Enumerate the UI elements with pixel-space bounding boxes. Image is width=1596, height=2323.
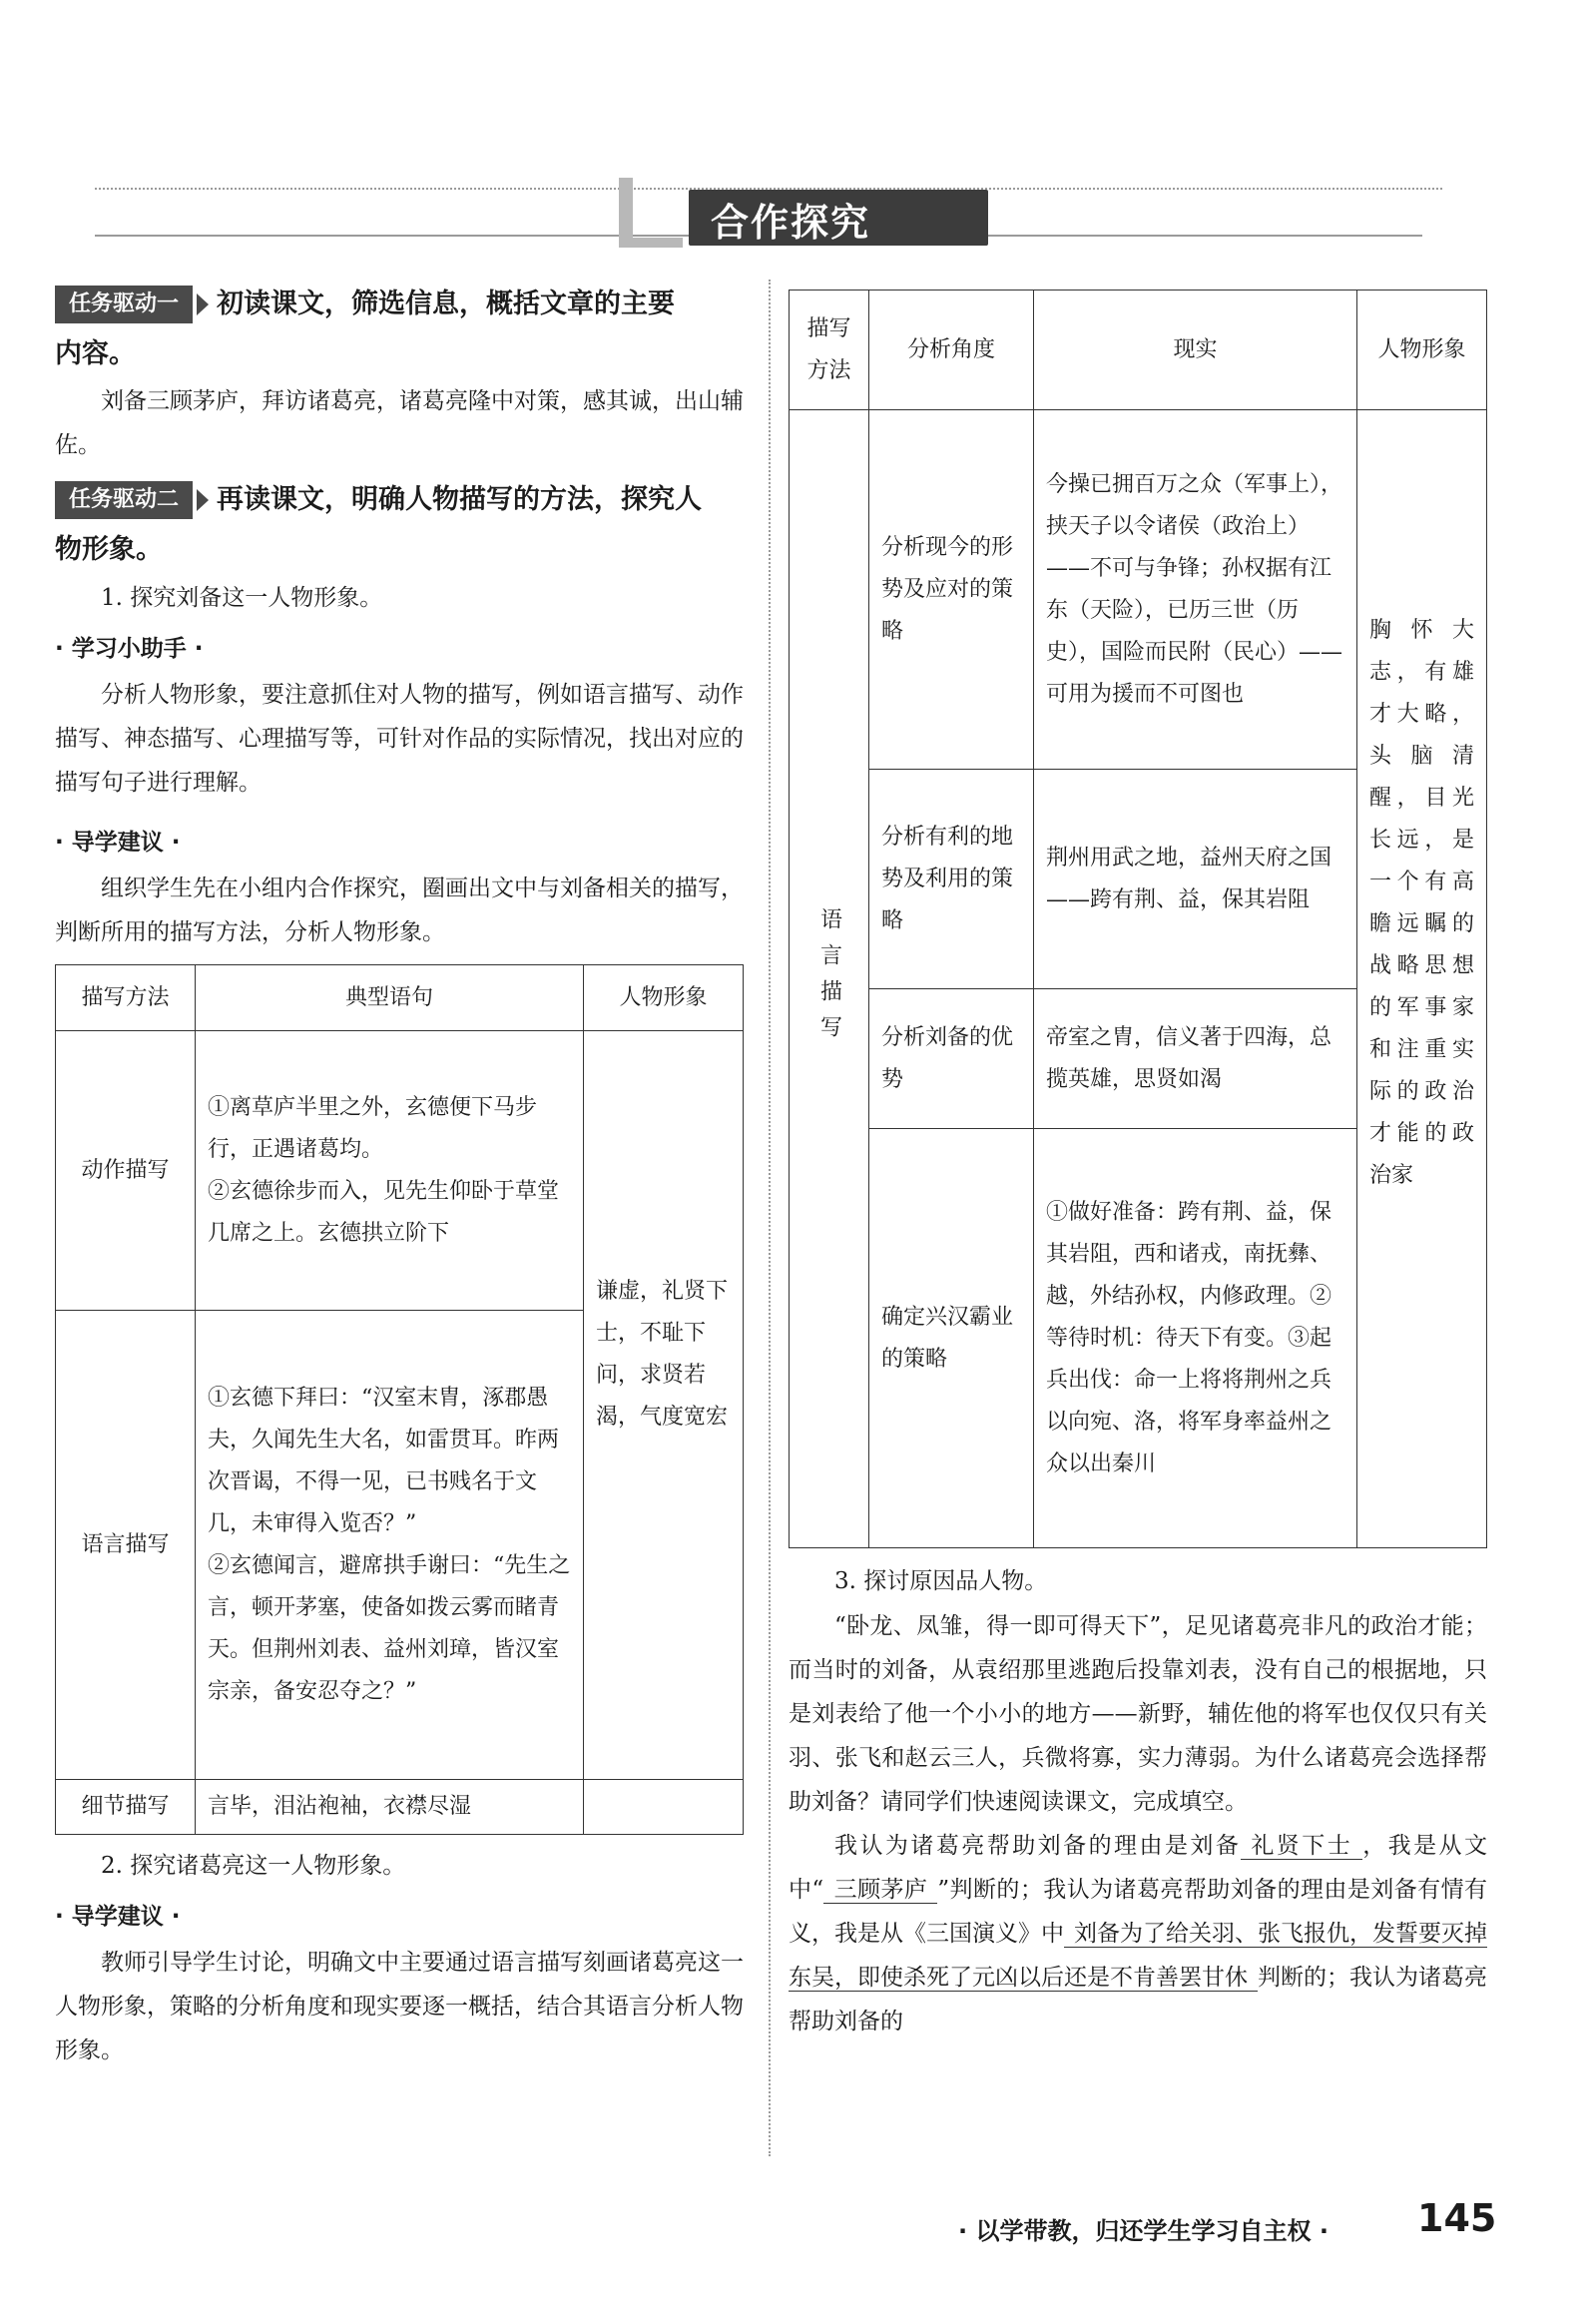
q2-guide-text: 教师引导学生讨论，明确文中主要通过语言描写刻画诸葛亮这一人物形象，策略的分析角度和现实要逐一概括，结合其语言分析人物形象。 — [55, 1950, 744, 2063]
fill-text: ，我是从文中“ — [789, 1833, 1488, 1903]
helper-heading: · 学习小助手 · — [55, 636, 204, 662]
table2-header-angle: 分析角度 — [869, 290, 1034, 410]
fill-blank: 刘备为了给关羽、张飞报仇，发誓要灭掉东吴，即使杀死了元凶以后还是不肯善罢甘休 — [789, 1921, 1487, 1991]
page-number: 145 — [1417, 2196, 1497, 2240]
table2-reality: 荆州用武之地，益州天府之国——跨有荆、益，保其岩阻 — [1034, 770, 1357, 989]
fill-blank: 三顾茅庐 — [823, 1877, 937, 1904]
table2-header-reality: 现实 — [1034, 290, 1357, 410]
table2-angle: 确定兴汉霸业的策略 — [869, 1129, 1034, 1548]
task1-title: 初读课文，筛选信息，概括文章的主要 — [217, 289, 676, 319]
q3-paragraph: “卧龙、凤雏，得一即可得天下”，足见诸葛亮非凡的政治才能；而当时的刘备，从袁绍那里逃跑后投靠刘表，没有自己的根据地，只是刘表给了他一个小小的地方——新野，辅佐他的将军也仅仅只有关羽、张飞和赵云三人，兵微将寡，实力薄弱。为什么诸葛亮会选择帮助刘备？请同学们快速阅读课文，完成填空。 — [789, 1613, 1487, 1815]
table1-image: 谦虚，礼贤下士，不耻下问，求贤若渴，气度宽宏 — [584, 1031, 744, 1780]
q2-guide-heading: · 导学建议 · — [55, 1904, 181, 1930]
fill-text: 判断的；我认为诸葛亮帮助刘备的 — [789, 1965, 1487, 2034]
task1-title-cont: 内容。 — [55, 338, 136, 369]
task2-title: 再读课文，明确人物描写的方法，探究人 — [217, 484, 703, 515]
question-1: 1. 探究刘备这一人物形象。 — [101, 585, 383, 611]
table2-angle: 分析有利的地势及利用的策略 — [869, 770, 1034, 989]
column-divider — [769, 280, 771, 2156]
helper-text: 分析人物形象，要注意抓住对人物的描写，例如语言描写、动作描写、神态描写、心理描写等，可针对作品的实际情况，找出对应的描写句子进行理解。 — [55, 682, 744, 796]
task2-heading — [55, 475, 744, 525]
right-column — [789, 290, 1487, 2043]
question-2: 2. 探究诸葛亮这一人物形象。 — [101, 1853, 406, 1879]
guide-text: 组织学生先在小组内合作探究，圈画出文中与刘备相关的描写，判断所用的描写方法，分析人物形象。 — [55, 875, 744, 945]
table2-image: 胸怀大志，有雄才大略，头脑清醒，目光长远，是一个有高瞻远瞩的战略思想的军事家和注重实际的政治才能的政治家 — [1357, 410, 1487, 1548]
table1-header-sentence: 典型语句 — [196, 965, 584, 1031]
table1-method-language: 语言描写 — [56, 1311, 196, 1780]
table1-method-action: 动作描写 — [56, 1031, 196, 1311]
task1-answer: 刘备三顾茅庐，拜访诸葛亮，诸葛亮隆中对策，感其诚，出山辅佐。 — [55, 388, 744, 458]
table1-method-detail: 细节描写 — [56, 1780, 196, 1835]
section-title: 合作探究 — [711, 201, 871, 245]
task1-tag: 任务驱动一 — [55, 286, 193, 323]
table2-angle: 分析现今的形势及应对的策略 — [869, 410, 1034, 770]
q3-fill — [789, 1824, 1487, 2043]
table1-header-method: 描写方法 — [56, 965, 196, 1031]
table2-reality: ①做好准备：跨有荆、益，保其岩阻，西和诸戎，南抚彝、越，外结孙权，内修政理。②等待时机：待天下有变。③起兵出伐：命一上将将荆州之兵以向宛、洛，将军身率益州之众以出秦川 — [1034, 1129, 1357, 1548]
table1-sentence: ②玄德徐步而入，见先生仰卧于草堂几席之上。玄德拱立阶下 — [208, 1178, 560, 1246]
header-decoration — [619, 178, 683, 248]
task1-heading — [55, 280, 744, 329]
table2-header-image: 人物形象 — [1357, 290, 1487, 410]
table2-header-method: 描写方法 — [806, 315, 851, 383]
liubei-table — [55, 964, 744, 1835]
guide-heading: · 导学建议 · — [55, 830, 181, 856]
table1-sentence: ①玄德下拜曰：“汉室末胄，涿郡愚夫，久闻先生大名，如雷贯耳。昨两次晋谒，不得一见，已书贱名于文几，未审得入览否？” — [208, 1385, 560, 1536]
table2-reality: 帝室之胄，信义著于四海，总揽英雄，思贤如渴 — [1034, 989, 1357, 1129]
fill-blank: 礼贤下士 — [1241, 1833, 1362, 1860]
question-3: 3. 探讨原因品人物。 — [834, 1568, 1048, 1594]
task2-tag: 任务驱动二 — [55, 481, 193, 519]
table1-sentence: ①离草庐半里之外，玄德便下马步行，正遇诸葛均。 — [208, 1094, 538, 1162]
table1-sentence: 言毕，泪沾袍袖，衣襟尽湿 — [208, 1794, 472, 1819]
footer-slogan: · 以学带教，归还学生学习自主权 · — [958, 2217, 1329, 2245]
table1-header-image: 人物形象 — [584, 965, 744, 1031]
fill-text: 我认为诸葛亮帮助刘备的理由是刘备 — [834, 1833, 1242, 1859]
table1-sentence: ②玄德闻言，避席拱手谢曰：“先生之言，顿开茅塞，使备如拨云雾而睹青天。但荆州刘表、益州刘璋，皆汉室宗亲，备安忍夺之？” — [208, 1552, 571, 1704]
fill-text: ”判断的；我认为诸葛亮帮助刘备的理由是刘备有情有义，我是从《三国演义》中 — [789, 1877, 1488, 1947]
table2-angle: 分析刘备的优势 — [869, 989, 1034, 1129]
table2-method: 语言描写 — [816, 906, 842, 1051]
task2-title-cont: 物形象。 — [55, 534, 163, 565]
zhugeliang-table — [789, 290, 1487, 1548]
left-column — [55, 280, 744, 2072]
table2-reality: 今操已拥百万之众（军事上），挟天子以令诸侯（政治上）——不可与争锋；孙权据有江东（天险），已历三世（历史），国险而民附（民心）——可用为援而不可图也 — [1034, 410, 1357, 770]
